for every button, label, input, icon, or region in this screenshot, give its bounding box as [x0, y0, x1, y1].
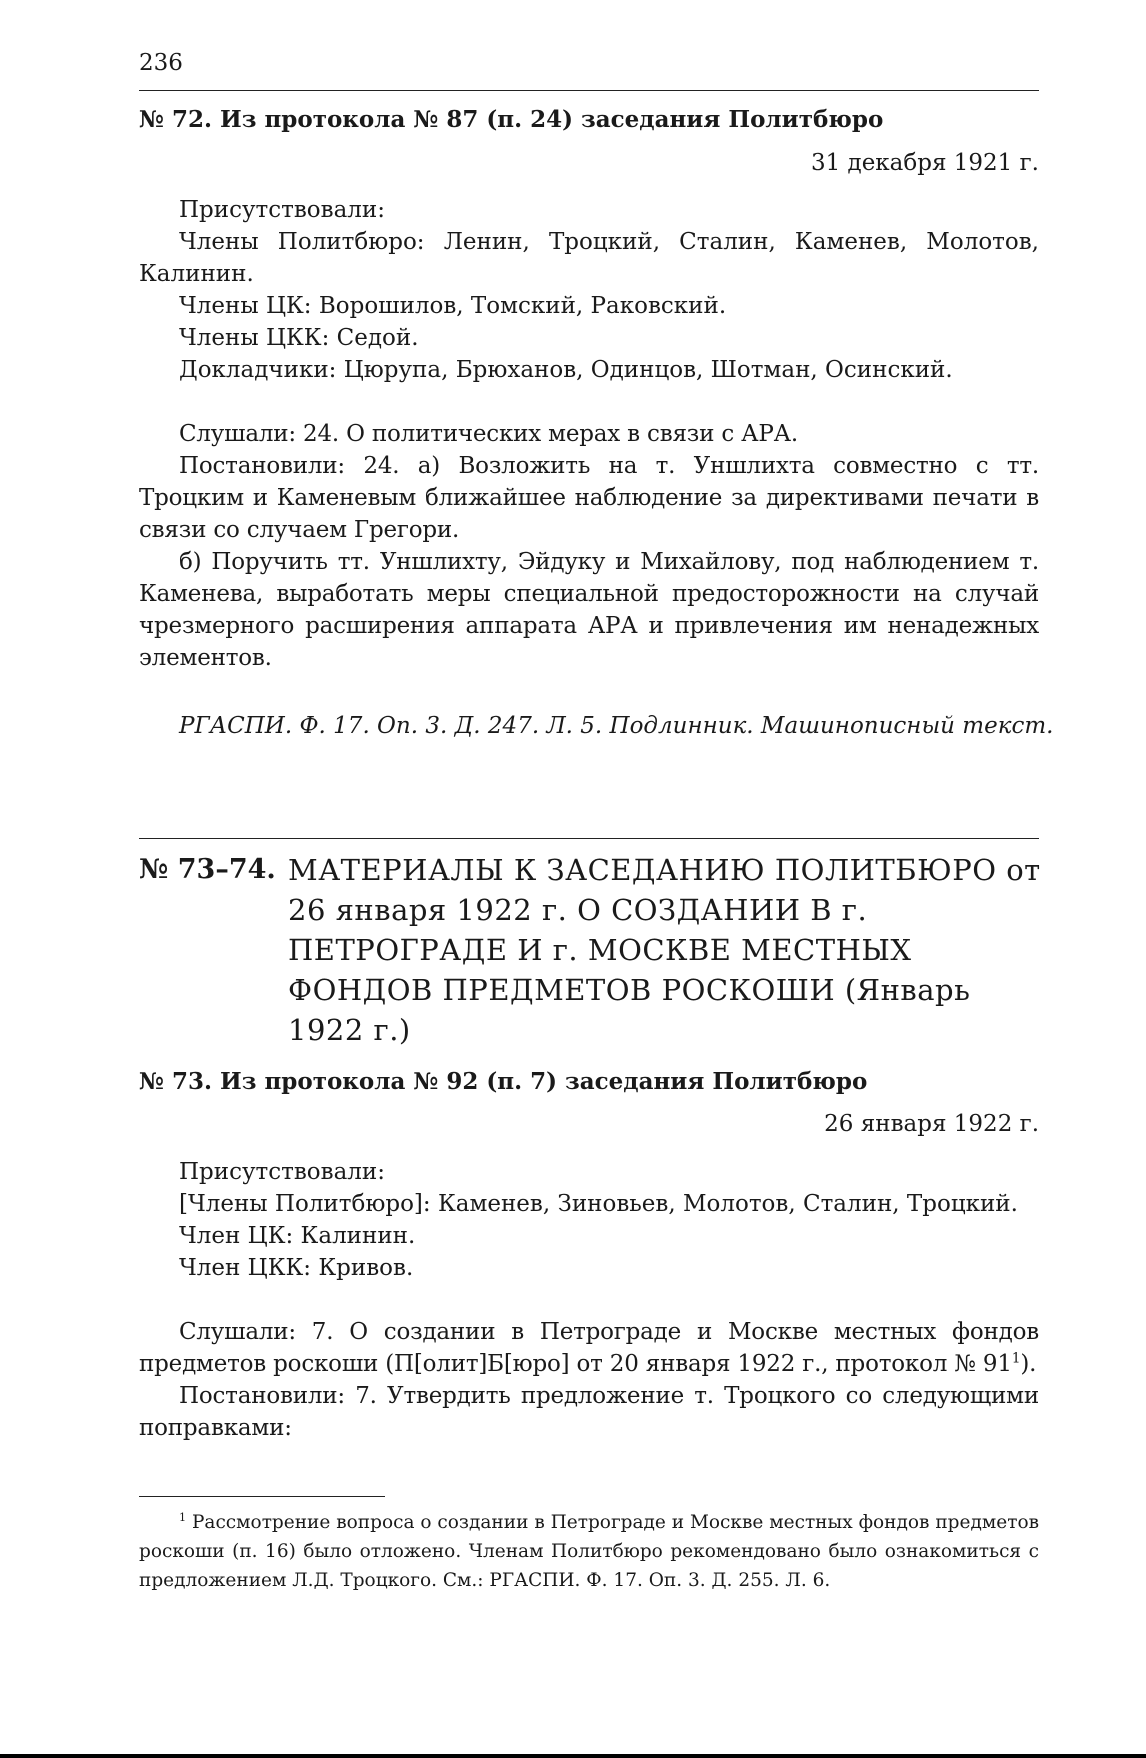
footnote-rule — [139, 1496, 385, 1497]
bottom-edge — [0, 1754, 1146, 1758]
heard-paragraph: Слушали: 24. О политических мерах в связи с АРА. — [179, 421, 798, 447]
attendance-line: Докладчики: Цюрупа, Брюханов, Одинцов, Шотман, Осинский. — [179, 357, 953, 383]
heard-text: Слушали: 7. О создании в Петрограде и Москве местных фондов предметов роскоши (П[олит]Б[юро] от 20 января 1922 г., протокол № 91 — [139, 1319, 1039, 1377]
section-number: № 73–74. — [139, 854, 276, 885]
archive-reference: РГАСПИ. Ф. 17. Оп. 3. Д. 247. Л. 5. Подлинник. Машинописный текст. — [179, 713, 1054, 739]
attendance-line: Члены ЦК: Ворошилов, Томский, Раковский. — [179, 293, 727, 319]
doc-72-body — [139, 418, 1039, 674]
footnote-marker: 1 — [179, 1510, 187, 1524]
doc-73-title: № 73. Из протокола № 92 (п. 7) заседания Политбюро — [139, 1068, 868, 1095]
header-rule — [139, 90, 1039, 91]
doc-73-attendance — [139, 1156, 1039, 1284]
section-rule — [139, 838, 1039, 839]
footnote-paragraph — [139, 1508, 1039, 1595]
doc-72-title: № 72. Из протокола № 87 (п. 24) заседания Политбюро — [139, 106, 884, 133]
attendance-line: Присутствовали: — [179, 1159, 386, 1185]
attendance-line: Член ЦКК: Кривов. — [179, 1255, 414, 1281]
decided-paragraph-b: б) Поручить тт. Уншлихту, Эйдуку и Михайлову, под наблюдением т. Каменева, выработать меры специальной предосторожности на случай чрезмерного расширения аппарата АРА и привлечения им ненадежных элементов. — [139, 549, 1039, 671]
doc-72-attendance — [139, 194, 1039, 386]
attendance-line: [Члены Политбюро]: Каменев, Зиновьев, Молотов, Сталин, Троцкий. — [179, 1191, 1018, 1217]
attendance-line: Присутствовали: — [179, 197, 386, 223]
decided-paragraph-a: Постановили: 24. а) Возложить на т. Уншлихта совместно с тт. Троцким и Каменевым ближайшее наблюдение за директивами печати в связи со случаем Грегори. — [139, 453, 1039, 543]
heard-paragraph — [139, 1316, 1039, 1380]
section-title: МАТЕРИАЛЫ К ЗАСЕДАНИЮ ПОЛИТБЮРО от 26 января 1922 г. О СОЗДАНИИ В г. ПЕТРОГРАДЕ И г. МОСКВЕ МЕСТНЫХ ФОНДОВ ПРЕДМЕТОВ РОСКОШИ (Январь 1922 г.) — [288, 853, 1041, 1047]
doc-73-body — [139, 1316, 1039, 1444]
attendance-line: Член ЦК: Калинин. — [179, 1223, 416, 1249]
footnote-text: Рассмотрение вопроса о создании в Петрограде и Москве местных фондов предметов роскоши (п. 16) было отложено. Членам Политбюро рекомендовано было ознакомиться с предложением Л.Д. Троцкого. См.: РГАСПИ. Ф. 17. Оп. 3. Д. 255. Л. 6. — [139, 1512, 1039, 1591]
doc-73-date: 26 января 1922 г. — [824, 1111, 1039, 1137]
footnote-ref[interactable]: 1 — [1011, 1350, 1021, 1367]
attendance-line: Члены Политбюро: Ленин, Троцкий, Сталин, Каменев, Молотов, Калинин. — [139, 229, 1039, 287]
attendance-line: Члены ЦКК: Седой. — [179, 325, 419, 351]
decided-paragraph: Постановили: 7. Утвердить предложение т. Троцкого со следующими поправками: — [139, 1383, 1039, 1441]
footnote — [139, 1508, 1039, 1595]
page-number: 236 — [139, 50, 183, 76]
doc-72-date: 31 декабря 1921 г. — [810, 150, 1039, 176]
heard-text-end: ). — [1020, 1351, 1037, 1377]
